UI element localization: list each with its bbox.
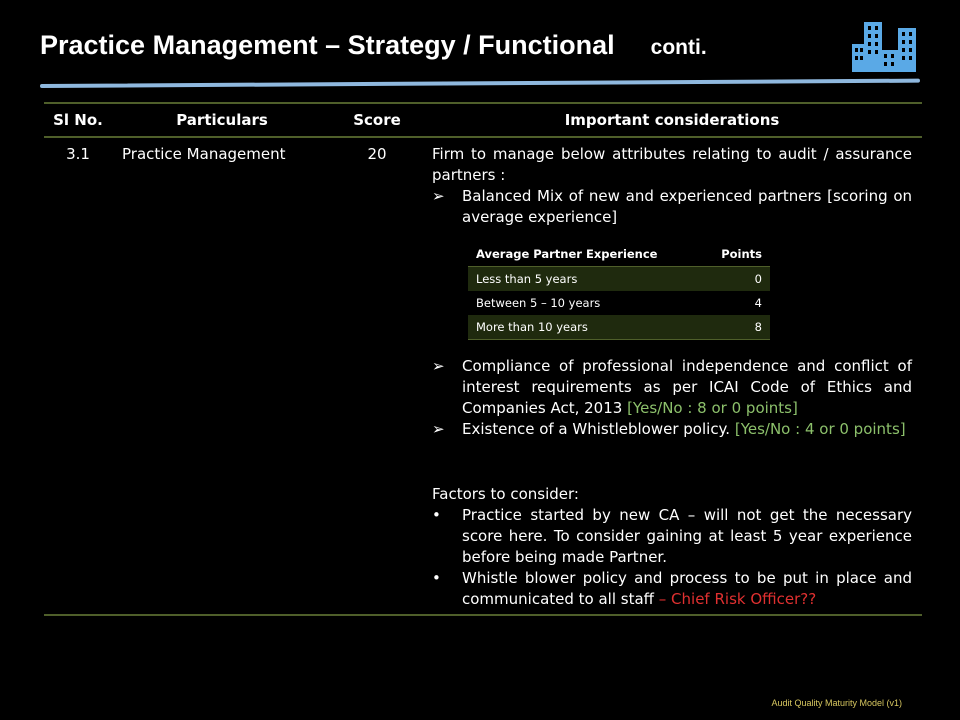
- header-sl-no: Sl No.: [44, 103, 112, 137]
- bullet-whistleblower: [462, 419, 912, 440]
- experience-points-table: [468, 242, 770, 340]
- practice-management-table: [44, 102, 922, 616]
- table-row: [468, 291, 770, 315]
- dot-bullet-icon: •: [432, 506, 441, 524]
- cell-sl: 3.1: [44, 137, 112, 615]
- sub-table-header-row: [468, 242, 770, 267]
- sub-cell-points: 4: [754, 296, 762, 310]
- table-row: [468, 315, 770, 340]
- table-row: [44, 137, 922, 615]
- list-item: [432, 419, 912, 440]
- factor-whistleblower-text: Whistle blower policy and process to be put in place and communicated to all staff: [462, 569, 912, 608]
- list-item: [432, 505, 912, 568]
- factor-new-ca: Practice started by new CA – will not get the necessary score here. To consider gaining at least 5 year experience before being made Partner.: [462, 506, 912, 566]
- header-score: Score: [332, 103, 422, 137]
- sub-header-points: Points: [703, 242, 770, 267]
- table-header-row: [44, 103, 922, 137]
- list-item: [432, 568, 912, 614]
- sub-cell-experience: More than 10 years: [468, 315, 703, 340]
- buildings-icon: [850, 20, 920, 74]
- considerations-intro: Firm to manage below attributes relating to audit / assurance partners :: [432, 145, 912, 184]
- list-item: [432, 186, 912, 228]
- bullet-balanced-mix: Balanced Mix of new and experienced partners [scoring on average experience]: [462, 187, 912, 226]
- factor-whistleblower-highlight: – Chief Risk Officer??: [658, 590, 817, 608]
- sub-cell-points: 8: [703, 315, 770, 340]
- dot-bullet-icon: •: [432, 569, 441, 587]
- sub-header-experience: Average Partner Experience: [468, 242, 703, 267]
- factors-heading: Factors to consider:: [432, 485, 579, 503]
- header-considerations: Important considerations: [422, 103, 922, 137]
- bullet-whistleblower-points: [Yes/No : 4 or 0 points]: [734, 420, 906, 438]
- header-particulars: Particulars: [112, 103, 332, 137]
- bullet-compliance: [462, 356, 912, 419]
- title-suffix: conti.: [650, 36, 707, 59]
- sub-cell-experience: Between 5 – 10 years: [476, 296, 601, 310]
- factor-whistleblower: [462, 568, 912, 610]
- page-title: [40, 30, 707, 61]
- cell-particulars: Practice Management: [112, 137, 332, 615]
- bullet-compliance-text: Compliance of professional independence and conflict of interest requirements as per ICAI Code of Ethics and Companies Act, 2013: [462, 357, 912, 417]
- footer-label: Audit Quality Maturity Model (v1): [771, 698, 902, 708]
- arrow-bullet-icon: ➢: [432, 357, 445, 375]
- bullet-whistleblower-text: Existence of a Whistleblower policy.: [462, 420, 735, 438]
- title-main: Practice Management – Strategy / Functional: [40, 30, 615, 60]
- list-item: [432, 356, 912, 419]
- cell-score: 20: [332, 137, 422, 615]
- arrow-bullet-icon: ➢: [432, 420, 445, 438]
- cell-considerations: [422, 137, 922, 615]
- title-divider: [40, 79, 920, 88]
- sub-cell-points: 0: [703, 267, 770, 292]
- arrow-bullet-icon: ➢: [432, 187, 445, 205]
- sub-cell-experience: Less than 5 years: [468, 267, 703, 292]
- table-row: [468, 267, 770, 292]
- bullet-compliance-points: [Yes/No : 8 or 0 points]: [627, 399, 798, 417]
